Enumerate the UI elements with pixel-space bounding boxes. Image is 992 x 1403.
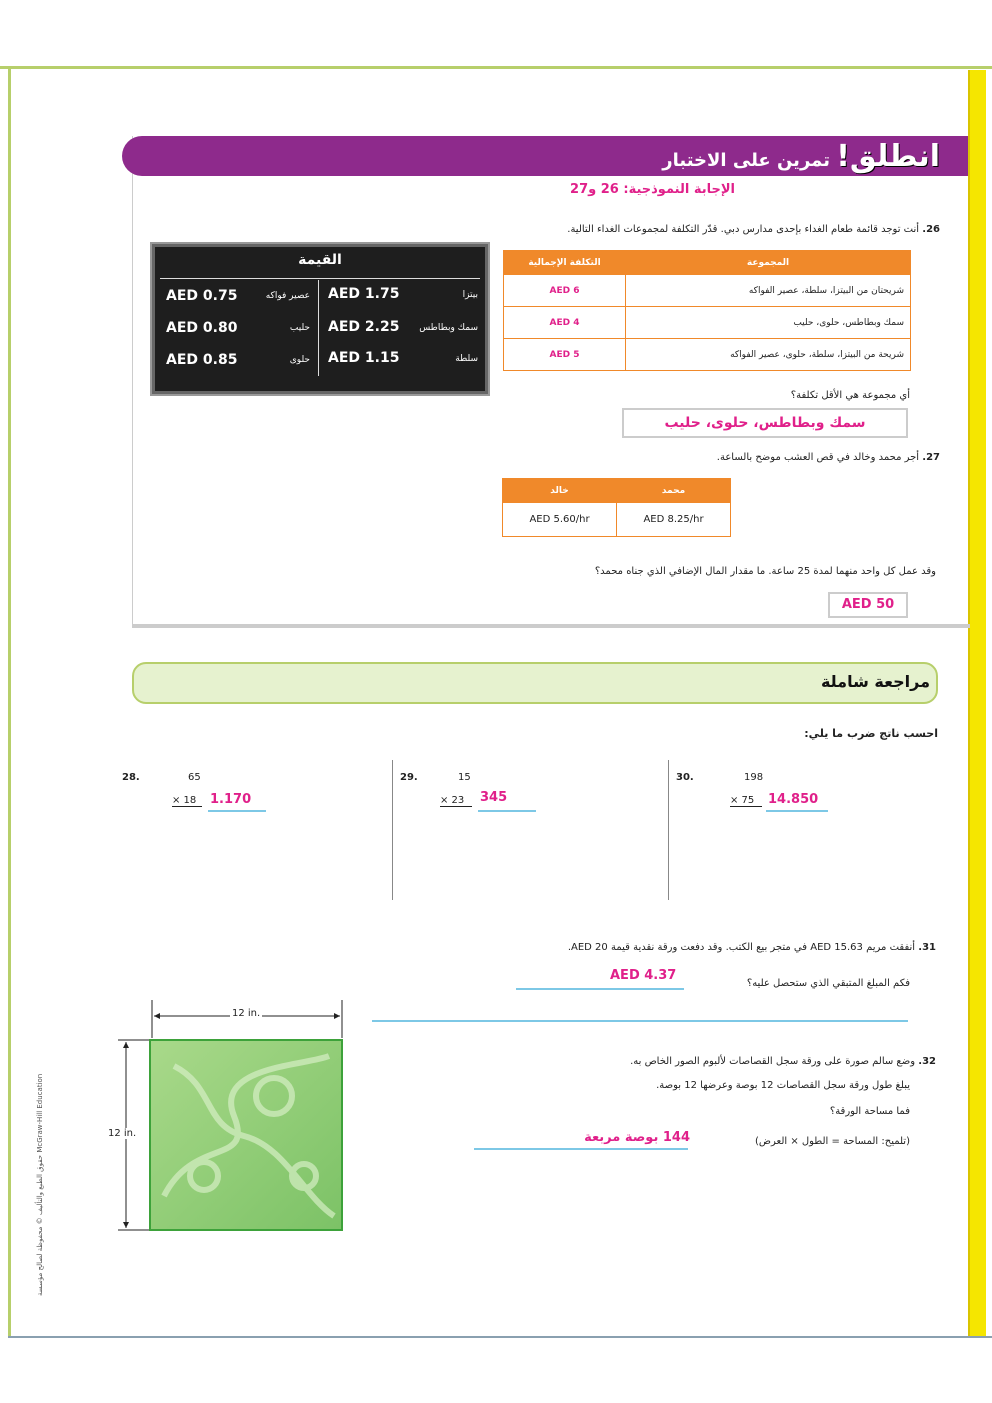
q26-statement	[440, 224, 940, 235]
menu-price-fish: AED 2.25	[328, 319, 400, 335]
table-row	[503, 503, 731, 537]
problem-28-answer-line	[208, 810, 266, 812]
q32-number: 32.	[918, 1056, 936, 1067]
problem-divider-2	[668, 760, 669, 900]
problem-28-answer: 1.170	[210, 792, 252, 807]
page-left-border	[8, 66, 11, 1338]
q26-answer-box: سمك وبطاطس، حلوى، حليب	[622, 408, 908, 438]
menu-item-salad: سلطة	[455, 354, 478, 364]
header-title-sub: تمرين على الاختبار	[662, 150, 830, 171]
problem-divider-1	[392, 760, 393, 900]
q31-statement	[430, 942, 936, 953]
q27-text: أجر محمد وخالد في قص العشب موضح بالساعة.	[716, 452, 920, 463]
q26-question: أي مجموعة هي الأقل تكلفة؟	[790, 390, 910, 401]
scrapbook-figure	[104, 996, 354, 1236]
q26-text: أنت توجد قائمة طعام الغداء بإحدى مدارس دبي. قدّر التكلفة لمجموعات الغداء التالية.	[567, 224, 920, 235]
q26-row1-group: شريحتان من البيتزا، سلطة، عصير الفواكه	[626, 275, 911, 307]
table-row	[504, 307, 911, 339]
q27-statement	[560, 452, 940, 463]
q31-work-line	[372, 1020, 908, 1022]
q27-col-mohammed: محمد	[617, 479, 731, 503]
q26-row2-group: سمك وبطاطس، حلوى، حليب	[626, 307, 911, 339]
page-top-border	[0, 66, 992, 69]
menu-price-pizza: AED 1.75	[328, 286, 400, 302]
yellow-side-strip	[968, 70, 986, 1336]
height-label: 12 in.	[108, 1128, 137, 1139]
q26-row1-cost: AED 6	[504, 275, 626, 307]
page-bottom-border	[8, 1336, 992, 1338]
q26-row3-cost: AED 5	[504, 339, 626, 371]
q32-answer: 144 بوصة مربعة	[584, 1130, 690, 1145]
menu-price-dessert: AED 0.85	[166, 352, 238, 368]
q27-mohammed-rate: AED 8.25/hr	[617, 503, 731, 537]
q26-row2-cost: AED 4	[504, 307, 626, 339]
problem-30-answer: 14.850	[768, 792, 819, 807]
review-title: مراجعة شاملة	[820, 672, 930, 691]
q26-col-cost: التكلفة الإجمالية	[504, 251, 626, 275]
q32-line3: فما مساحة الورقة؟	[829, 1106, 910, 1117]
menu-item-dessert: حلوى	[289, 355, 310, 365]
problem-30-number: 30.	[676, 772, 694, 783]
problem-29-answer-line	[478, 810, 536, 812]
problem-28-number: 28.	[122, 772, 140, 783]
problem-30-top: 198	[744, 772, 764, 783]
menu-item-pizza: بيتزا	[462, 290, 478, 300]
menu-price-milk: AED 0.80	[166, 320, 238, 336]
problem-30-answer-line	[766, 810, 828, 812]
q31-answer: AED 4.37	[610, 968, 677, 983]
menu-price-juice: AED 0.75	[166, 288, 238, 304]
q32-line1-text: وضع سالم صورة على ورقة سجل القصاصات لألبوم الصور الخاص به.	[630, 1056, 916, 1067]
q26-cost-table	[503, 250, 911, 371]
problem-29-answer: 345	[480, 790, 508, 805]
menu-item-milk: حليب	[289, 323, 310, 333]
q27-answer-box: AED 50	[828, 592, 908, 618]
q26-row3-group: شريحة من البيتزا، سلطة، حلوى، عصير الفواكه	[626, 339, 911, 371]
problem-30-bottom: × 75	[730, 795, 762, 807]
q27-col-khalid: خالد	[503, 479, 617, 503]
q27-number: 27.	[922, 452, 940, 463]
q32-answer-line	[474, 1148, 688, 1150]
menu-price-salad: AED 1.15	[328, 350, 400, 366]
q26-col-group: المجموعة	[626, 251, 911, 275]
review-instruction: احسب ناتج ضرب ما يلي:	[804, 727, 938, 740]
q32-line1	[500, 1056, 936, 1067]
menu-title: القيمة	[298, 252, 342, 268]
menu-item-fish: سمك وبطاطس	[419, 323, 478, 333]
menu-item-juice: عصير فواكه	[265, 291, 310, 301]
q27-khalid-rate: AED 5.60/hr	[503, 503, 617, 537]
problem-29-bottom: × 23	[440, 795, 472, 807]
q27-rate-table	[502, 478, 731, 537]
q31-question: فكم المبلغ المتبقي الذي ستحصل عليه؟	[746, 978, 910, 989]
header-title-big: انطلق!	[836, 139, 940, 174]
header-title	[600, 140, 940, 174]
side-credit: حقوق الطبع والتأليف © محفوظة لصالح مؤسسة McGraw-Hill Education	[36, 1073, 44, 1296]
problem-29-top: 15	[458, 772, 471, 783]
q31-text: أنفقت مريم AED 15.63 في متجر بيع الكتب. وقد دفعت ورقة نقدية قيمة 20 AED.	[567, 942, 916, 953]
width-label: 12 in.	[232, 1008, 261, 1019]
q27-question: وقد عمل كل واحد منهما لمدة 25 ساعة. ما مقدار المال الإضافي الذي جناه محمد؟	[594, 566, 936, 577]
model-answer-note: الإجابة النموذجية: 26 و27	[570, 182, 735, 197]
q31-number: 31.	[918, 942, 936, 953]
menu-divider-h	[160, 278, 480, 279]
problem-28-bottom: × 18	[172, 795, 202, 807]
table-row	[504, 275, 911, 307]
problem-29-number: 29.	[400, 772, 418, 783]
table-row	[504, 339, 911, 371]
q31-answer-line	[516, 988, 684, 990]
q32-hint: (تلميح: المساحة = الطول × العرض)	[754, 1136, 910, 1147]
q26-number: 26.	[922, 224, 940, 235]
problem-28-top: 65	[188, 772, 201, 783]
q32-line2: يبلغ طول ورقة سجل القصاصات 12 بوصة وعرضها 12 بوصة.	[656, 1080, 910, 1091]
menu-divider-v	[318, 280, 319, 376]
